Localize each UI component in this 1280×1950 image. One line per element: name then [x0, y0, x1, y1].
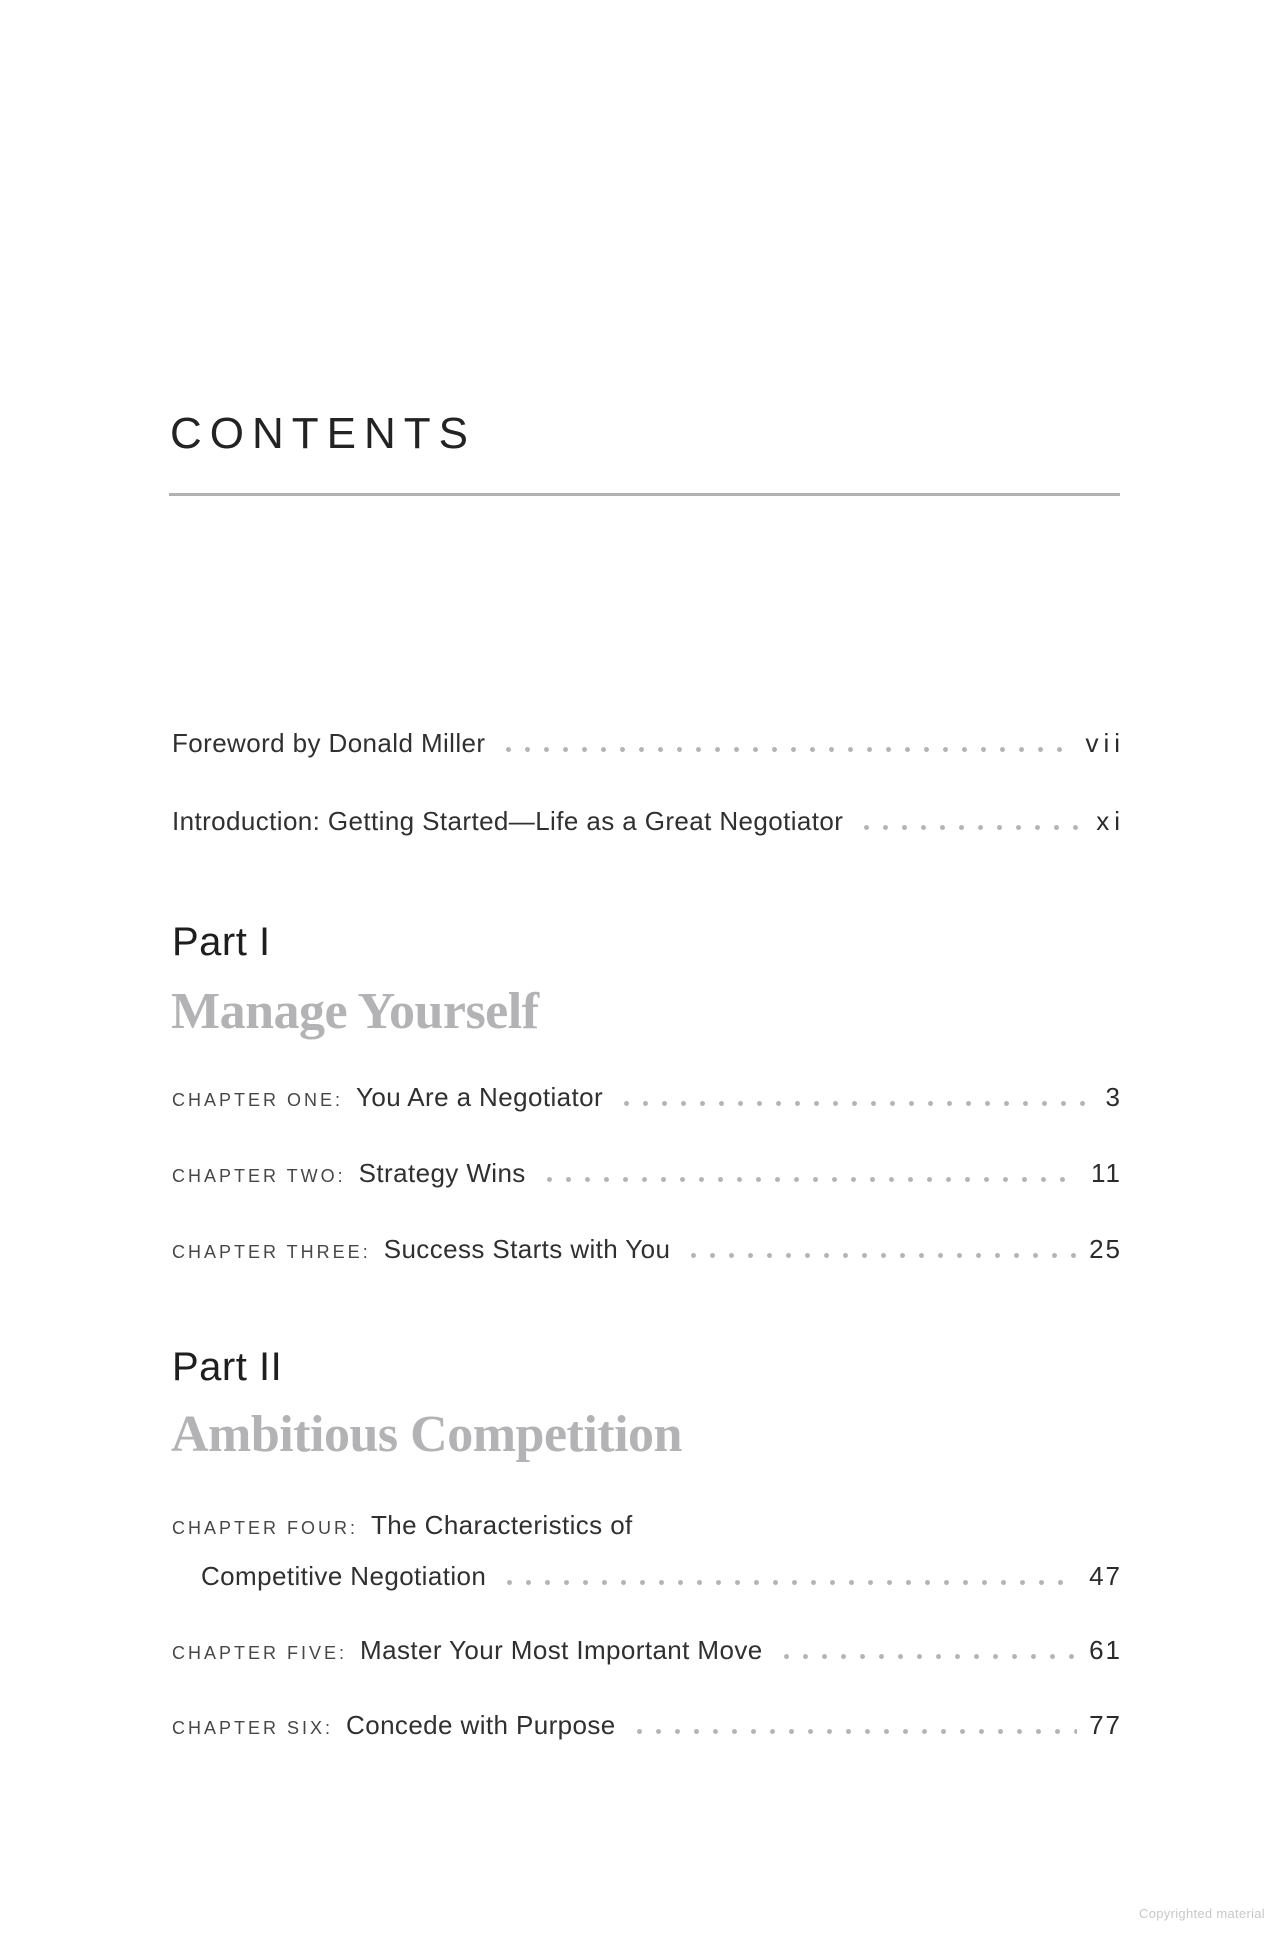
chapter-caption: CHAPTER SIX: [172, 1718, 334, 1738]
dot-leader [499, 747, 1073, 752]
chapter-caption: CHAPTER FOUR: [172, 1518, 359, 1538]
part-1-title: Manage Yourself [171, 983, 539, 1040]
dot-leader [777, 1654, 1077, 1659]
dot-leader [684, 1253, 1077, 1258]
page-number: 61 [1089, 1635, 1122, 1665]
chapter-title: You Are a Negotiator [356, 1082, 604, 1112]
page-number: 25 [1089, 1234, 1122, 1264]
toc-entry-chapter-two [172, 1159, 1120, 1189]
part-2-title: Ambitious Competition [171, 1406, 682, 1463]
page-number: 77 [1089, 1710, 1122, 1740]
chapter-caption: CHAPTER ONE: [172, 1090, 344, 1110]
page-number: 11 [1091, 1158, 1122, 1188]
chapter-caption: CHAPTER THREE: [172, 1242, 371, 1262]
toc-entry-introduction [172, 806, 1125, 837]
chapter-title: Strategy Wins [358, 1158, 526, 1188]
dot-leader [500, 1580, 1077, 1585]
chapter-title: The Characteristics of [371, 1510, 633, 1540]
toc-entry-chapter-six [172, 1711, 1120, 1741]
part-1-label: Part I [172, 920, 271, 964]
toc-entry-chapter-five [172, 1636, 1120, 1666]
dot-leader [617, 1101, 1094, 1106]
page-number: 3 [1105, 1082, 1122, 1112]
chapter-title: Concede with Purpose [346, 1710, 616, 1740]
chapter-caption: CHAPTER FIVE: [172, 1643, 348, 1663]
chapter-caption: CHAPTER TWO: [172, 1166, 346, 1186]
toc-entry-chapter-one [172, 1083, 1120, 1113]
toc-entry-chapter-four-line2 [201, 1562, 1120, 1592]
chapter-title: Success Starts with You [383, 1234, 671, 1264]
chapter-title: Master Your Most Important Move [360, 1635, 763, 1665]
dot-leader [630, 1729, 1077, 1734]
page-number: 47 [1089, 1561, 1122, 1591]
dot-leader [540, 1177, 1079, 1182]
entry-label: Introduction: Getting Started—Life as a Great Negotiator [172, 806, 844, 836]
page-number: xi [1096, 806, 1125, 836]
toc-entry-foreword [172, 728, 1125, 759]
toc-entry-chapter-four-line1 [172, 1511, 1120, 1541]
part-2-label: Part II [172, 1345, 283, 1389]
entry-label: Foreword by Donald Miller [172, 728, 486, 758]
chapter-title-continued: Competitive Negotiation [201, 1561, 487, 1591]
page-title: CONTENTS [170, 409, 476, 458]
page-number: vii [1085, 728, 1125, 758]
title-divider-rule [169, 493, 1120, 496]
toc-entry-chapter-three [172, 1235, 1120, 1265]
dot-leader [857, 825, 1084, 830]
copyright-watermark: Copyrighted material [1139, 1906, 1265, 1921]
